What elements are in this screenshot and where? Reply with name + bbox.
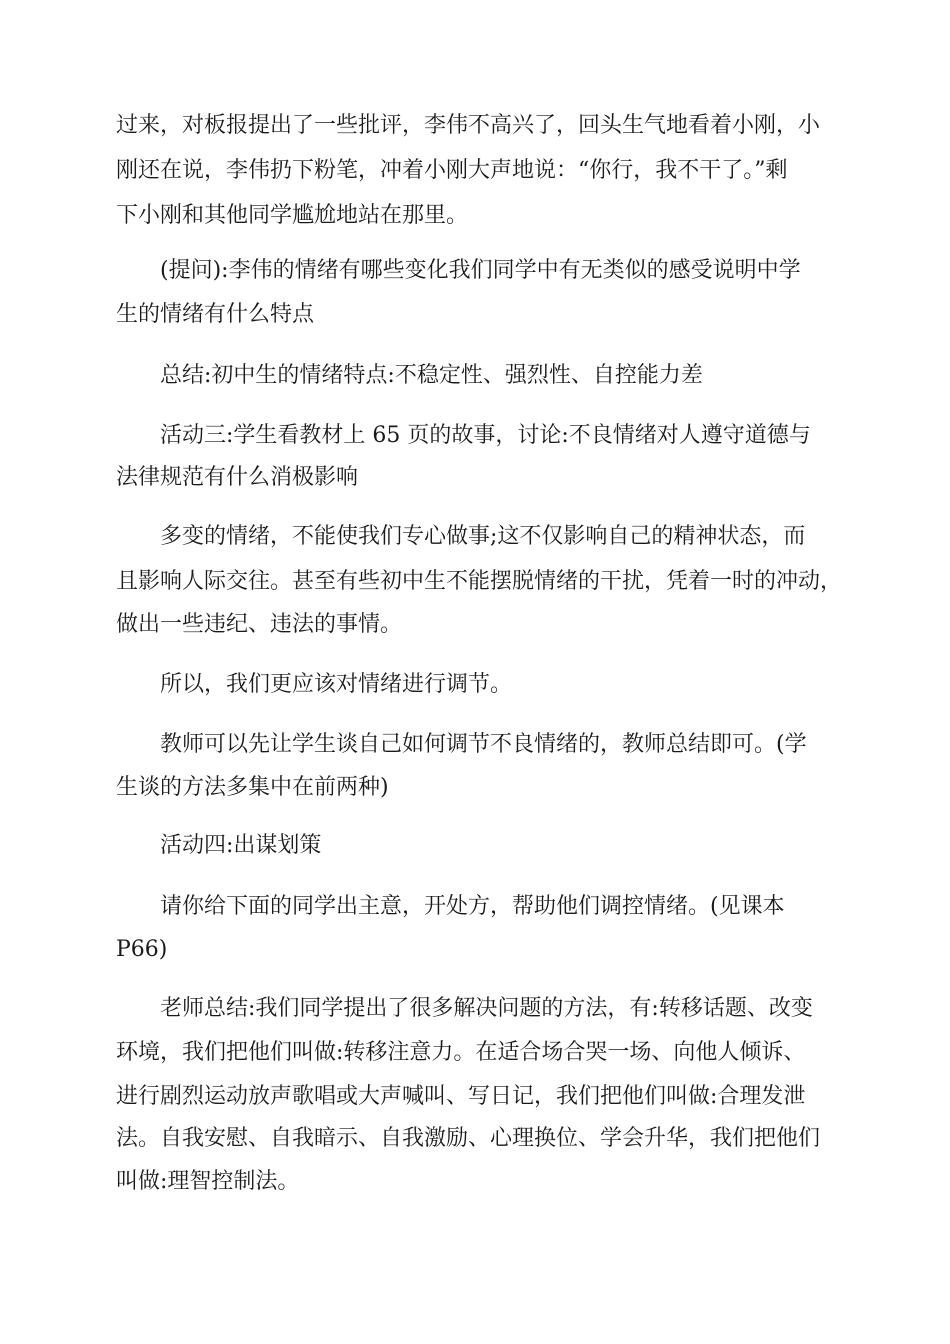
paragraph-line: 教师可以先让学生谈自己如何调节不良情绪的，教师总结即可。(学 bbox=[160, 732, 807, 757]
paragraph-line: 下小刚和其他同学尴尬地站在那里。 bbox=[116, 203, 469, 228]
paragraph-line: 叫做:理智控制法。 bbox=[116, 1169, 300, 1194]
paragraph-line: (提问):李伟的情绪有哪些变化我们同学中有无类似的感受说明中学 bbox=[160, 258, 801, 283]
paragraph-line: 法。自我安慰、自我暗示、自我激励、心理换位、学会升华，我们把他们 bbox=[116, 1126, 821, 1151]
paragraph-line: 环境，我们把他们叫做:转移注意力。在适合场合哭一场、向他人倾诉、 bbox=[116, 1040, 806, 1065]
paragraph-line: 活动三:学生看教材上 65 页的故事，讨论:不良情绪对人遵守道德与 bbox=[160, 423, 811, 448]
paragraph-line: 老师总结:我们同学提出了很多解决问题的方法，有:转移话题、改变 bbox=[160, 996, 813, 1021]
paragraph-line: 多变的情绪，不能使我们专心做事;这不仅影响自己的精神状态，而 bbox=[160, 524, 806, 549]
paragraph-line: 刚还在说，李伟扔下粉笔，冲着小刚大声地说：“你行，我不干了。”剩 bbox=[116, 158, 788, 183]
paragraph-line: P66) bbox=[116, 937, 168, 962]
paragraph-line: 且影响人际交往。甚至有些初中生不能摆脱情绪的干扰，凭着一时的冲动， bbox=[116, 569, 843, 594]
paragraph-line: 所以，我们更应该对情绪进行调节。 bbox=[160, 672, 513, 697]
paragraph-line: 进行剧烈运动放声歌唱或大声喊叫、写日记，我们把他们叫做:合理发泄 bbox=[116, 1084, 806, 1109]
paragraph-line: 总结:初中生的情绪特点:不稳定性、强烈性、自控能力差 bbox=[160, 363, 703, 388]
paragraph-line: 活动四:出谋划策 bbox=[160, 833, 322, 858]
paragraph-line: 请你给下面的同学出主意，开处方，帮助他们调控情绪。(见课本 bbox=[160, 894, 785, 919]
paragraph-line: 法律规范有什么消极影响 bbox=[116, 465, 359, 490]
paragraph-line: 过来，对板报提出了一些批评，李伟不高兴了，回头生气地看着小刚，小 bbox=[116, 113, 821, 138]
paragraph-line: 做出一些违纪、违法的事情。 bbox=[116, 612, 403, 637]
paragraph-line: 生谈的方法多集中在前两种) bbox=[116, 775, 389, 800]
paragraph-line: 生的情绪有什么特点 bbox=[116, 302, 315, 327]
